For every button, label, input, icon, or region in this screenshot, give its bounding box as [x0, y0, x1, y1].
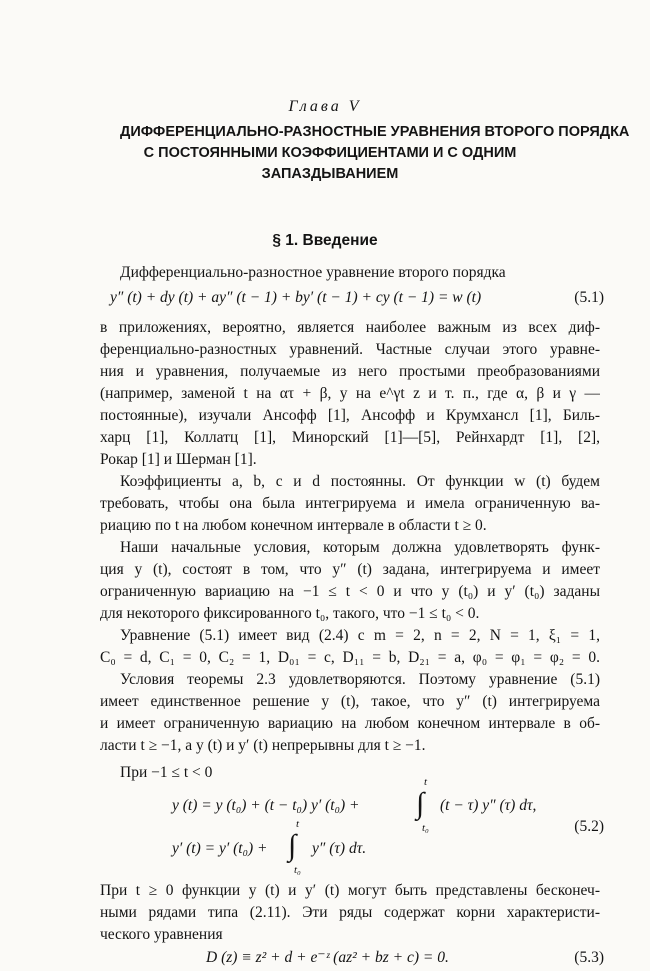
paragraph-3-line: для некоторого фиксированного t₀, такого, что −1 ≤ t₀ < 0.: [100, 605, 480, 622]
intro-line: Дифференциально-разностное уравнение второго порядка: [120, 264, 506, 281]
paragraph-6-line: ческого уравнения: [100, 926, 223, 943]
paragraph-1-line: ния и уравнения, получаемые из него простыми преобразованиями: [100, 363, 600, 380]
equation-number-5-3: (5.3): [574, 949, 604, 966]
equation-5-2-line-2-tail: y″ (τ) dτ.: [312, 840, 367, 857]
chapter-title-line-2: С ПОСТОЯННЫМИ КОЭФФИЦИЕНТАМИ И С ОДНИМ: [143, 145, 517, 161]
paragraph-6-line: При t ≥ 0 функции y (t) и y′ (t) могут быть представлены бесконеч-: [100, 882, 600, 899]
paragraph-1-line: Рокар [1] и Шерман [1].: [100, 451, 257, 468]
equation-number-5-1: (5.1): [574, 289, 604, 306]
paragraph-4-line: Уравнение (5.1) имеет вид (2.4) с m = 2, n = 2, N = 1, ξ₁ = 1,: [120, 627, 600, 644]
paragraph-3-line: ограниченную вариацию на −1 ≤ t < 0 и что y (t₀) и y′ (t₀) заданы: [100, 583, 600, 600]
paragraph-3-line: ция y (t), состоят в том, что y″ (t) задана, интегрируема и имеет: [100, 561, 600, 578]
integral-upper-limit: t: [424, 776, 428, 788]
chapter-heading: Глава V: [288, 98, 362, 115]
equation-5-1: y″ (t) + dy (t) + ay″ (t − 1) + by′ (t − 1) + cy (t − 1) = w (t): [110, 289, 482, 306]
section-heading: § 1. Введение: [272, 232, 378, 249]
equation-5-3: D (z) ≡ z² + d + e⁻ᶻ (az² + bz + c) = 0.: [206, 949, 449, 966]
chapter-title-line-1: ДИФФЕРЕНЦИАЛЬНО-РАЗНОСТНЫЕ УРАВНЕНИЯ ВТОРОГО ПОРЯДКА: [120, 124, 630, 140]
integral-lower-limit: t₀: [422, 822, 429, 834]
paragraph-5-line: Условия теоремы 2.3 удовлетворяются. Поэтому уравнение (5.1): [120, 671, 600, 688]
paragraph-5-line: имеет единственное решение y (t), такое, что y″ (t) интегрируема: [100, 693, 600, 710]
paragraph-5-line: ласти t ≥ −1, а y (t) и y′ (t) непрерывны для t ≥ −1.: [100, 737, 426, 754]
chapter-title-line-3: ЗАПАЗДЫВАНИЕМ: [261, 166, 399, 182]
equation-number-5-2: (5.2): [574, 818, 604, 835]
integral-sign: ∫: [416, 787, 425, 820]
paragraph-1-line: (например, заменой t на ατ + β, y на e^γt z и т. п., где α, β и γ —: [100, 385, 600, 402]
paragraph-2-line: риацию по t на любом конечном интервале в области t ≥ 0.: [100, 517, 487, 534]
paragraph-1-line: харц [1], Коллатц [1], Минорский [1]—[5], Рейнхардт [1], [2],: [100, 429, 600, 446]
equation-5-2-line-2: y′ (t) = y′ (t₀) +: [172, 840, 268, 857]
paragraph-5-line: и имеет ограниченную вариацию на любом конечном интервале в об-: [100, 715, 600, 732]
integral-upper-limit: t: [296, 818, 300, 830]
paragraph-4-line: C₀ = d, C₁ = 0, C₂ = 1, D₀₁ = c, D₁₁ = b, D₂₁ = a, φ₀ = φ₁ = φ₂ = 0.: [100, 649, 600, 666]
paragraph-6-line: ными рядами типа (2.11). Эти ряды содержат корни характеристи-: [100, 904, 600, 921]
condition-line: При −1 ≤ t < 0: [120, 764, 213, 781]
paragraph-2-line: Коэффициенты a, b, c и d постоянны. От функции w (t) будем: [120, 473, 600, 490]
paragraph-1-line: в приложениях, вероятно, является наиболее важным из всех диф-: [100, 319, 600, 336]
paragraph-3-line: Наши начальные условия, которым должна удовлетворять функ-: [120, 539, 600, 556]
paragraph-1-line: постоянные), изучали Ансофф [1], Ансофф и Крумхансл [1], Биль-: [100, 407, 600, 424]
equation-5-2-line-1-tail: (t − τ) y″ (τ) dτ,: [440, 797, 537, 814]
integral-lower-limit: t₀: [294, 864, 301, 876]
paragraph-2-line: требовать, чтобы она была интегрируема и имела ограниченную ва-: [100, 495, 600, 512]
equation-5-2-line-1: y (t) = y (t₀) + (t − t₀) y′ (t₀) +: [172, 797, 360, 814]
paragraph-1-line: ференциально-разностных уравнений. Частные случаи этого уравне-: [100, 341, 600, 358]
integral-sign: ∫: [288, 829, 297, 862]
